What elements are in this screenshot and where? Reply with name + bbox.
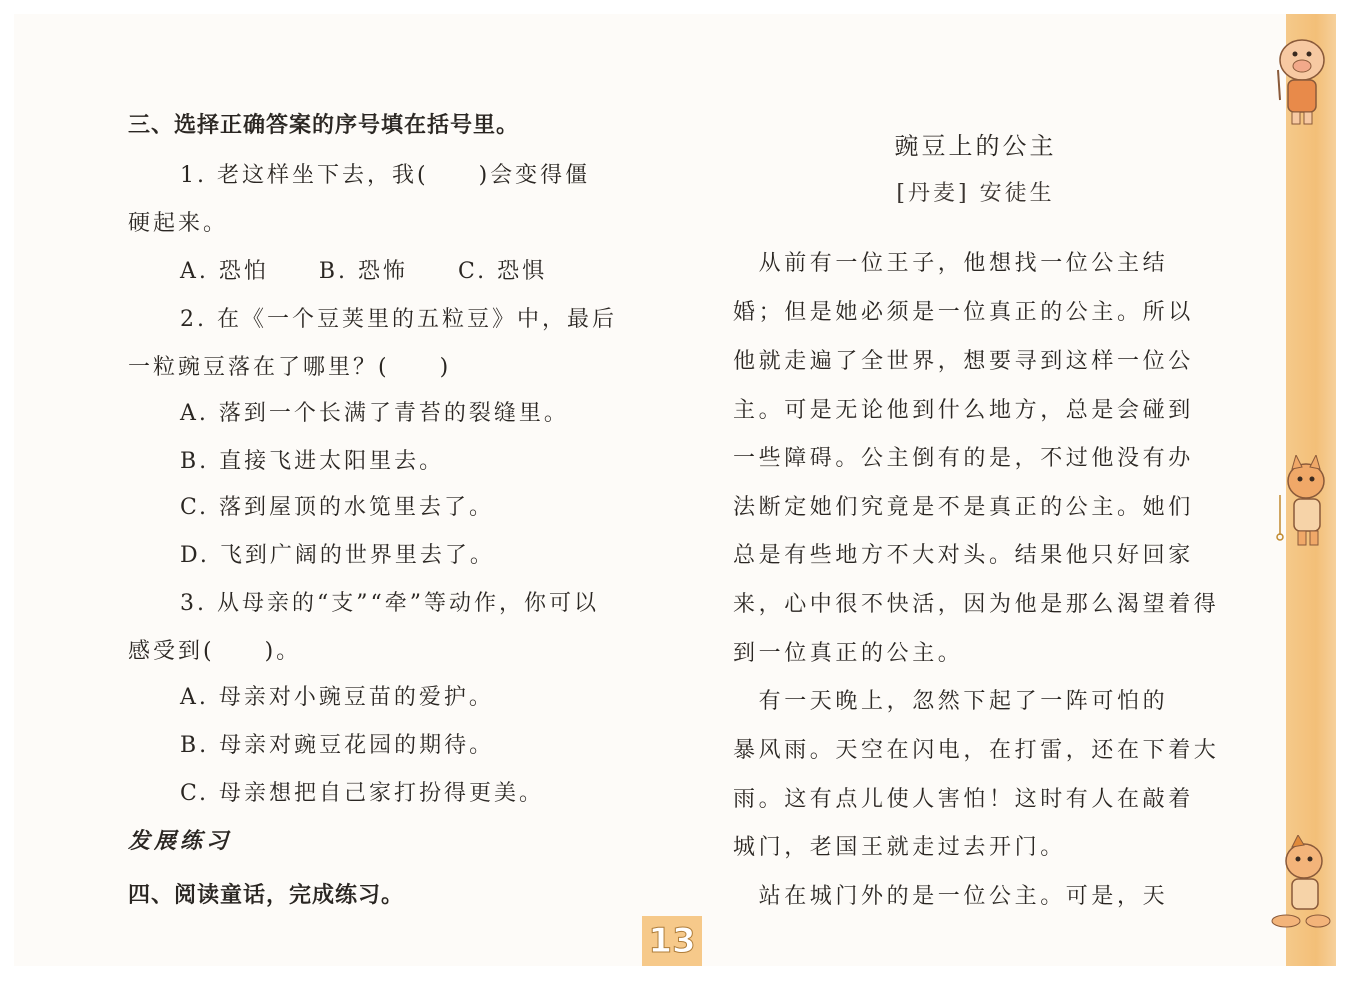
question2-option-c: C. 落到屋顶的水笕里去了。 [180,495,495,520]
story-line: 城门，老国王就走过去开门。 [733,835,1066,860]
story-line: 有一天晚上，忽然下起了一阵可怕的 [733,689,1169,714]
question2-option-d: D. 飞到广阔的世界里去了。 [180,543,495,568]
question1-options: A. 恐怕 B. 恐怖 C. 恐惧 [180,259,548,284]
fox-mascot-icon [1270,455,1336,555]
story-line: 主。可是无论他到什么地方，总是会碰到 [733,398,1194,423]
question2-line1: 2. 在《一个豆荚里的五粒豆》中，最后 [180,307,617,332]
question2-option-a: A. 落到一个长满了青苔的裂缝里。 [180,401,569,426]
question3-option-b: B. 母亲对豌豆花园的期待。 [180,733,495,758]
story-line: 婚；但是她必须是一位真正的公主。所以 [733,300,1194,325]
pig-mascot-icon [1270,30,1336,130]
story-line: 雨。这有点儿使人害怕！这时有人在敲着 [733,787,1194,812]
question1-line2: 硬起来。 [128,211,229,236]
page-number: 13 [642,916,702,966]
story-title: 豌豆上的公主 [894,132,1057,160]
question3-option-c: C. 母亲想把自己家打扮得更美。 [180,781,545,806]
story-line: 从前有一位王子，他想找一位公主结 [733,251,1169,276]
story-line: 站在城门外的是一位公主。可是，天 [733,884,1169,909]
story-line: 一些障碍。公主倒有的是，不过他没有办 [733,446,1194,471]
question1-line1: 1. 老这样坐下去，我( )会变得僵 [180,163,591,188]
story-line: 来，心中很不快活，因为他是那么渴望着得 [733,592,1220,617]
story-line: 他就走遍了全世界，想要寻到这样一位公 [733,349,1194,374]
question3-line2: 感受到( )。 [128,639,302,664]
section3-heading: 三、选择正确答案的序号填在括号里。 [128,113,520,138]
question2-option-b: B. 直接飞进太阳里去。 [180,449,445,474]
question2-line2: 一粒豌豆落在了哪里？( ) [128,355,452,380]
story-line: 到一位真正的公主。 [733,641,964,666]
question3-option-a: A. 母亲对小豌豆苗的爱护。 [180,685,494,710]
dog-mascot-icon [1270,835,1336,935]
story-line: 暴风雨。天空在闪电，在打雷，还在下着大 [733,738,1220,763]
development-practice-heading: 发展练习 [128,829,233,854]
story-line: 法断定她们究竟是不是真正的公主。她们 [733,495,1194,520]
story-line: 总是有些地方不大对头。结果他只好回家 [733,543,1194,568]
section4-heading: 四、阅读童话，完成练习。 [128,883,405,908]
question3-line1: 3. 从母亲的“支”“牵”等动作，你可以 [180,591,599,616]
story-byline: [丹麦] 安徒生 [896,181,1055,206]
